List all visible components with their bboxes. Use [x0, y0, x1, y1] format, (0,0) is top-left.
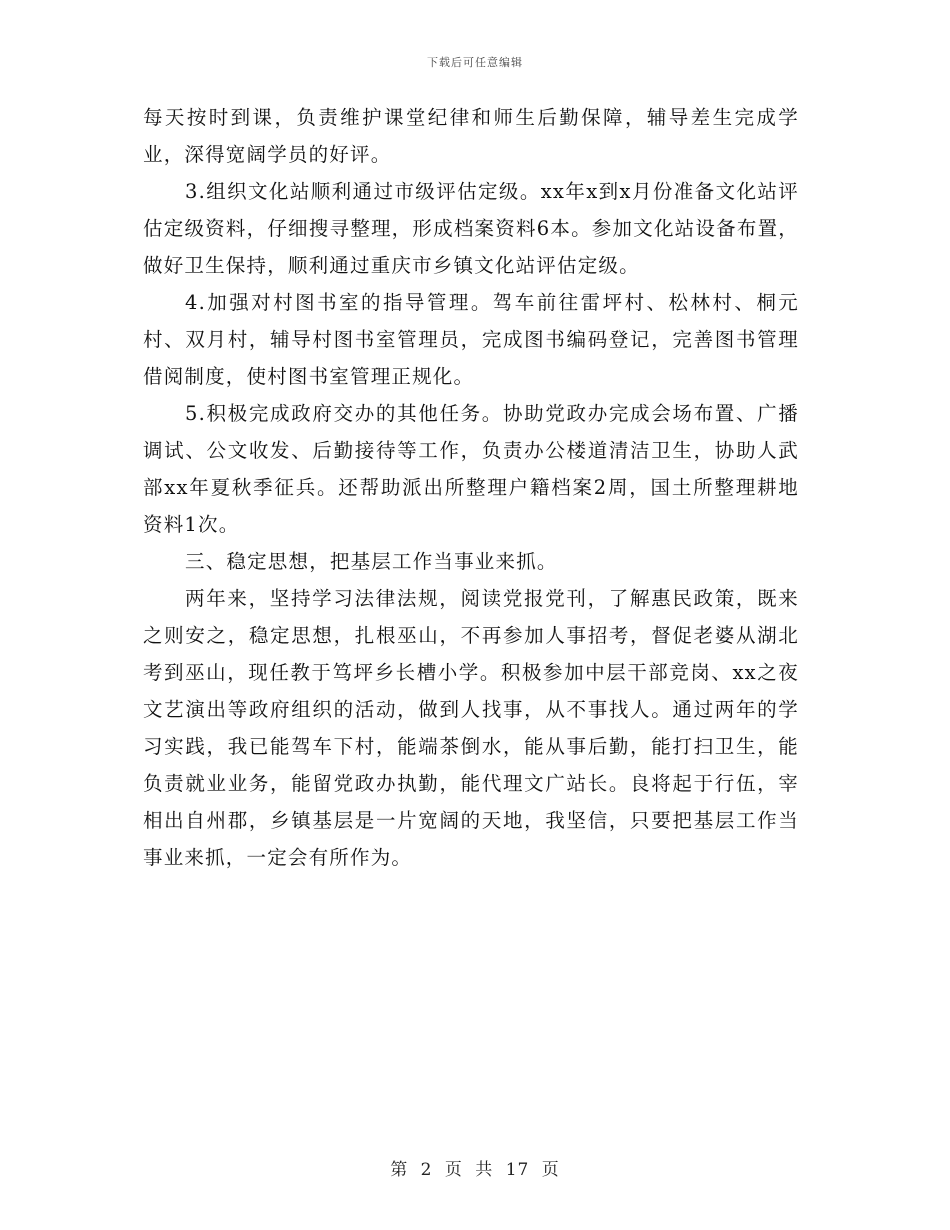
paragraph-item-4: 4.加强对村图书室的指导管理。驾车前往雷坪村、松林村、桐元村、双月村，辅导村图书室管理员，完成图书编码登记，完善图书管理借阅制度，使村图书室管理正规化。	[143, 291, 799, 388]
page-header-note: 下载后可任意编辑	[427, 56, 523, 69]
page-number-footer: 第 2 页 共 17 页	[390, 1160, 560, 1180]
paragraph-item-3: 3.组织文化站顺利通过市级评估定级。xx年x到x月份准备文化站评估定级资料，仔细搜寻整理，形成档案资料6本。参加文化站设备布置，做好卫生保持，顺利通过重庆市乡镇文化站评估定级。	[143, 180, 799, 277]
document-body	[143, 99, 799, 876]
section-heading-3: 三、稳定思想，把基层工作当事业来抓。	[185, 550, 558, 573]
paragraph-continuation: 每天按时到课，负责维护课堂纪律和师生后勤保障，辅导差生完成学业，深得宽阔学员的好评。	[143, 106, 799, 166]
paragraph-item-5: 5.积极完成政府交办的其他任务。协助党政办完成会场布置、广播调试、公文收发、后勤接待等工作，负责办公楼道清洁卫生，协助人武部xx年夏秋季征兵。还帮助派出所整理户籍档案2周，国土所整理耕地资料1次。	[143, 402, 799, 536]
paragraph-section-3-body: 两年来，坚持学习法律法规，阅读党报党刊，了解惠民政策，既来之则安之，稳定思想，扎根巫山，不再参加人事招考，督促老婆从湖北考到巫山，现任教于笃坪乡长槽小学。积极参加中层干部竞岗、xx之夜文艺演出等政府组织的活动，做到人找事，从不事找人。通过两年的学习实践，我已能驾车下村，能端茶倒水，能从事后勤，能打扫卫生，能负责就业业务，能留党政办执勤，能代理文广站长。良将起于行伍，宰相出自州郡，乡镇基层是一片宽阔的天地，我坚信，只要把基层工作当事业来抓，一定会有所作为。	[143, 587, 799, 869]
